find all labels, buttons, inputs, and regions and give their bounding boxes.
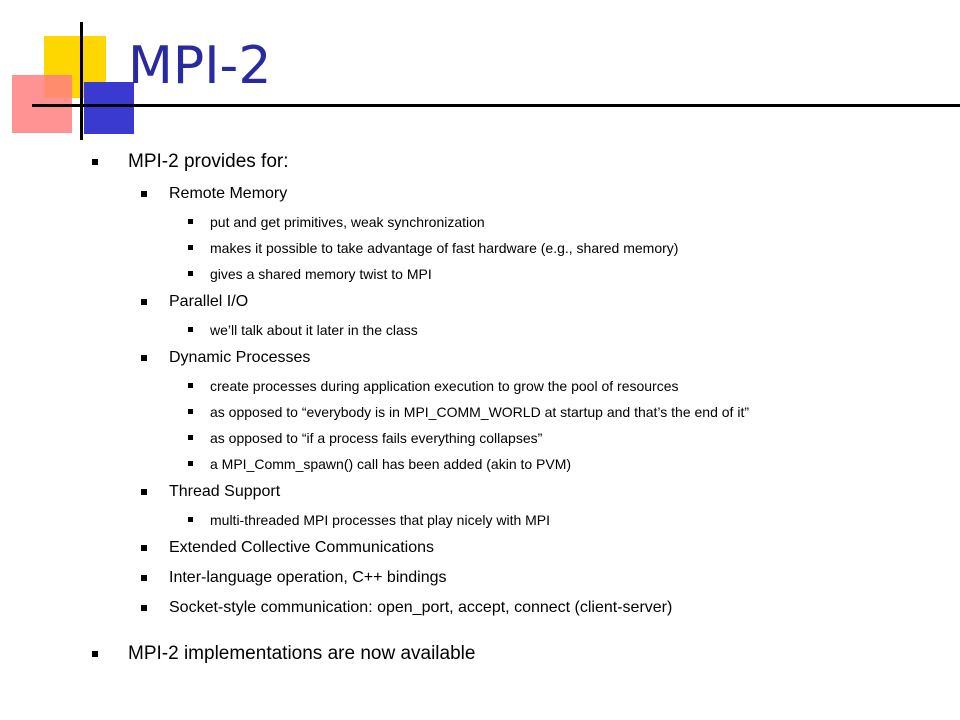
bullet-marker [188, 517, 193, 522]
bullet-level-3 [0, 378, 920, 394]
bullet-marker [188, 383, 193, 388]
bullet-marker [188, 327, 193, 332]
bullet-text: we’ll talk about it later in the class [210, 322, 418, 338]
bullet-text: as opposed to “everybody is in MPI_COMM_WORLD at startup and that’s the end of it” [210, 404, 749, 420]
bullet-level-2 [0, 568, 960, 588]
bullet-marker [92, 651, 98, 657]
bullet-level-3 [0, 404, 920, 420]
bullet-text: gives a shared memory twist to MPI [210, 266, 432, 282]
bullet-text: Parallel I/O [169, 293, 249, 310]
bullet-marker [188, 219, 193, 224]
bullet-list [0, 150, 960, 666]
bullet-text: MPI-2 implementations are now available [128, 643, 476, 664]
bullet-marker [188, 461, 193, 466]
bullet-text: a MPI_Comm_spawn() call has been added (akin to PVM) [210, 456, 572, 472]
bullet-marker [141, 575, 147, 581]
slide-title: MPI-2 [128, 36, 272, 96]
bullet-level-1 [0, 150, 960, 174]
bullet-level-3 [0, 430, 920, 446]
bullet-level-2 [0, 482, 960, 502]
bullet-level-3 [0, 266, 920, 282]
bullet-level-3 [0, 214, 920, 230]
bullet-level-2 [0, 598, 960, 618]
bullet-marker [92, 159, 98, 165]
bullet-marker [188, 271, 193, 276]
bullet-level-2 [0, 348, 960, 368]
bullet-level-3 [0, 322, 920, 338]
bullet-text: multi-threaded MPI processes that play nicely with MPI [210, 512, 551, 528]
bullet-level-1 [0, 642, 960, 666]
bullet-level-3 [0, 240, 920, 256]
bullet-text: makes it possible to take advantage of fast hardware (e.g., shared memory) [210, 240, 679, 256]
bullet-text: Thread Support [169, 483, 281, 500]
bullet-marker [141, 545, 147, 551]
title-underline [32, 104, 960, 107]
bullet-level-2 [0, 184, 960, 204]
bullet-text: Extended Collective Communications [169, 539, 435, 556]
bullet-text: Dynamic Processes [169, 349, 311, 366]
bullet-text: put and get primitives, weak synchronization [210, 214, 485, 230]
bullet-level-2 [0, 292, 960, 312]
bullet-marker [141, 191, 147, 197]
bullet-marker [141, 355, 147, 361]
bullet-level-3 [0, 512, 920, 528]
bullet-marker [141, 299, 147, 305]
bullet-text: MPI-2 provides for: [128, 151, 289, 172]
bullet-text: Socket-style communication: open_port, accept, connect (client-server) [169, 599, 673, 616]
bullet-marker [188, 245, 193, 250]
bullet-text: Remote Memory [169, 185, 288, 202]
logo-vertical-line [80, 22, 83, 140]
bullet-marker [141, 489, 147, 495]
bullet-text: create processes during application execution to grow the pool of resources [210, 378, 679, 394]
bullet-level-2 [0, 538, 960, 558]
bullet-marker [141, 605, 147, 611]
bullet-level-3 [0, 456, 920, 472]
bullet-text: Inter-language operation, C++ bindings [169, 569, 447, 586]
bullet-text: as opposed to “if a process fails everything collapses” [210, 430, 543, 446]
bullet-marker [188, 435, 193, 440]
logo-blue-square [84, 82, 134, 134]
bullet-marker [188, 409, 193, 414]
